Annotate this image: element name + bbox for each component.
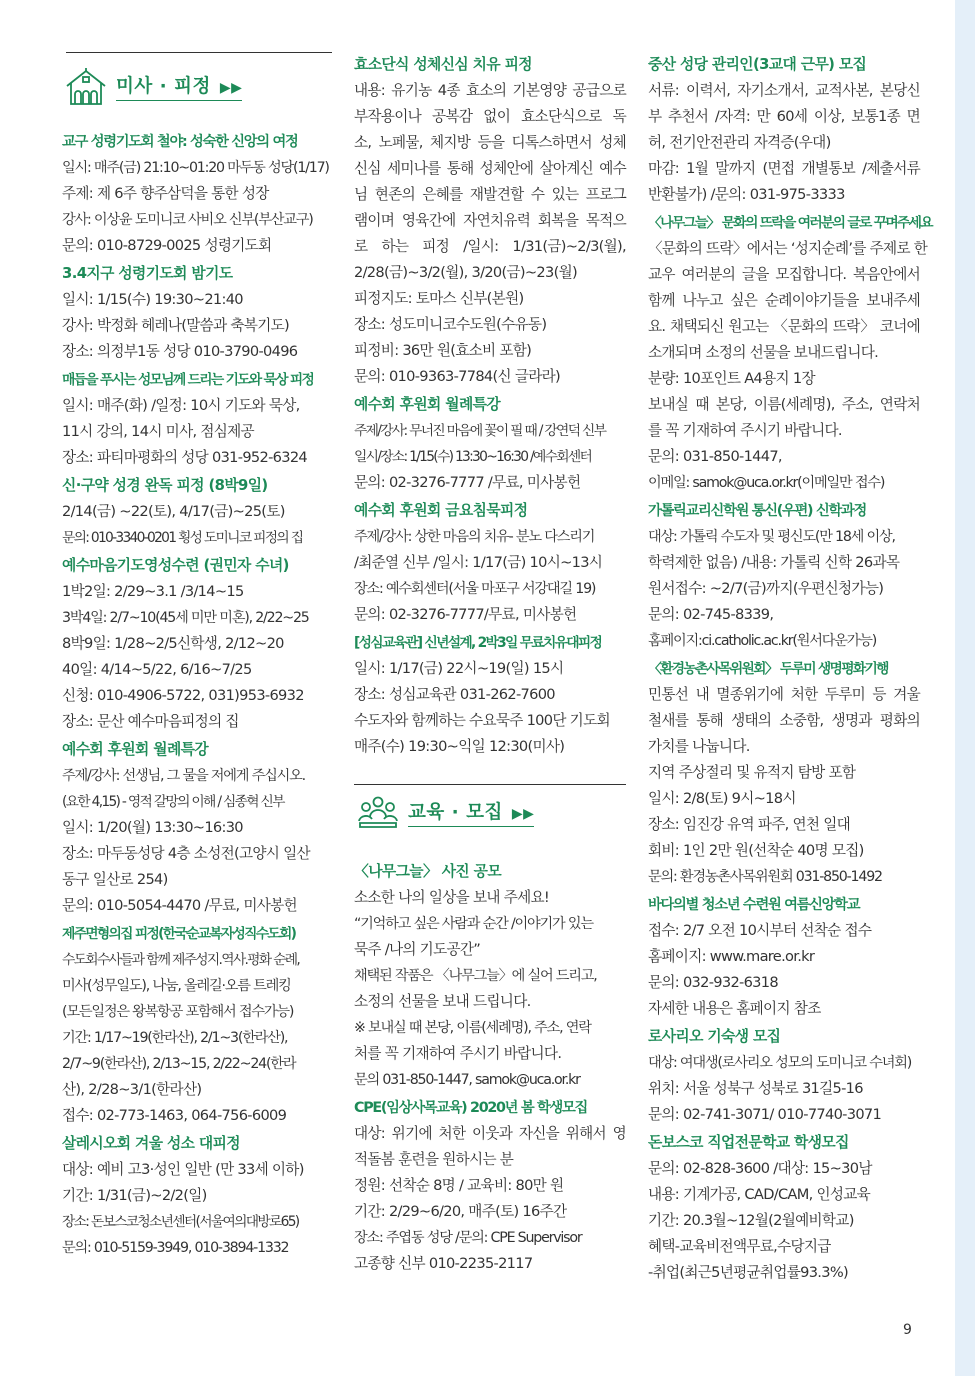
notice-line: 주제/강사: 상한 마음의 치유- 분노 다스리기 <box>354 529 595 545</box>
notice-block <box>354 1095 626 1277</box>
notice-line: 40일: 4/14~5/22, 6/16~7/25 <box>62 661 252 678</box>
notice-line: 문의: 02-3276-7777 /무료, 미사봉헌 <box>354 474 581 491</box>
notice-line: 접수: 02-773-1463, 064-756-6009 <box>62 1107 287 1124</box>
notice-line: 지역 주상절리 및 유적지 탐방 포함 <box>648 764 856 781</box>
notice-title: 예수회 후원회 금요침묵피정 <box>354 502 528 519</box>
notice-block <box>62 1131 332 1261</box>
notice-block <box>648 498 920 654</box>
notice-line: 1박2일: 2/29~3.1 /3/14~15 <box>62 583 244 600</box>
notice-line: 기간: 1/17~19(한라산), 2/1~3(한라산), <box>62 1030 288 1046</box>
notice-line: 장소: 문산 예수마음피정의 집 <box>62 713 239 730</box>
notice-line: 문의: 010-5159-3949, 010-3894-1332 <box>62 1240 289 1256</box>
notice-title: 돈보스코 직업전문학교 학생모집 <box>648 1134 849 1151</box>
notice-line: 홈페이지:ci.catholic.ac.kr(원서다운가능) <box>648 633 877 649</box>
notice-line: 피정지도: 토마스 신부(본원) <box>354 290 524 307</box>
notice-line: 문의: 환경농촌사목위원회 031-850-1492 <box>648 869 882 885</box>
notice-line: 문의: 010-9363-7784(신 글라라) <box>354 368 561 385</box>
notice-line: 내용: 기계가공, CAD/CAM, 인성교육 <box>648 1186 871 1203</box>
notice-line: 강사: 이상윤 도미니코 사비오 신부(부산교구) <box>62 212 313 228</box>
notice-line: 님 현존의 은혜를 재발견할 수 있는 프로그 <box>354 186 626 203</box>
notice-block <box>62 367 332 471</box>
notice-line: 홈페이지: www.mare.or.kr <box>648 948 815 965</box>
notice-line: 민통선 내 멸종위기에 처한 두루미 등 겨울 <box>648 686 920 703</box>
notice-line: 기간: 20.3월~12월(2월예비학교) <box>648 1212 854 1229</box>
notice-line: 대상: 여대생(로사리오 성모의 도미니코 수녀회) <box>648 1055 912 1071</box>
notice-line: 가치를 나눕니다. <box>648 738 750 755</box>
notice-line: 산), 2/28~3/1(한라산) <box>62 1081 202 1098</box>
notice-block <box>648 892 920 1022</box>
notice-block <box>62 921 332 1129</box>
notice-title: 3.4지구 성령기도회 밤기도 <box>62 265 233 282</box>
notice-line: 내용: 유기농 4종 효소의 기본영양 공급으로 <box>354 82 626 99</box>
notice-line: 정원: 선착순 8명 / 교육비: 80만 원 <box>354 1177 564 1194</box>
notice-line: 일시: 매주(화) /일정: 10시 기도와 묵상, <box>62 397 300 414</box>
notice-block <box>354 859 626 1093</box>
notice-line: 부 추천서 /자격: 만 60세 이상, 보통1종 면 <box>648 108 920 125</box>
notice-line: 서류: 이력서, 자기소개서, 교적사본, 본당신 <box>648 82 920 99</box>
notice-line: 장소: 마두동성당 4층 소성전(고양시 일산 <box>62 845 310 862</box>
notice-block <box>648 210 932 496</box>
notice-block <box>648 52 920 208</box>
notice-line: 문의: 02-741-3071/ 010-7740-3071 <box>648 1106 882 1123</box>
notice-block <box>354 52 626 390</box>
mass-section-header <box>62 53 332 107</box>
notice-block <box>354 392 626 496</box>
notice-title: 교구 성령기도회 철야: 성숙한 신앙의 여정 <box>62 134 298 150</box>
notice-line: 이메일: samok@uca.or.kr(이메일만 접수) <box>648 475 885 491</box>
notice-line: 소개되며 소정의 선물을 보내드립니다. <box>648 344 879 361</box>
notice-line: 장소: 파티마평화의 성당 031-952-6324 <box>62 449 307 466</box>
notice-line: “기억하고 싶은 사람과 순간 /이야기가 있는 <box>354 916 593 932</box>
notice-line: 일시: 2/8(토) 9시~18시 <box>648 790 796 807</box>
notice-line: 일시: 1/15(수) 19:30~21:40 <box>62 291 243 308</box>
notice-line: 문의: 010-8729-0025 성령기도회 <box>62 237 272 254</box>
notice-line: (모든일정은 왕복항공 포함해서 접수가능) <box>62 1004 294 1020</box>
column-1 <box>62 52 332 1263</box>
church-icon <box>64 67 108 107</box>
notice-block <box>354 630 626 760</box>
notice-line: 기간: 2/29~6/20, 매주(토) 16주간 <box>354 1203 567 1220</box>
notice-line: 문의 031-850-1447, samok@uca.or.kr <box>354 1072 580 1088</box>
notice-line: /최준열 신부 /일시: 1/17(금) 10시~13시 <box>354 554 603 571</box>
notice-line: 8박9일: 1/28~2/5신학생, 2/12~20 <box>62 635 284 652</box>
notice-block <box>62 553 332 735</box>
notice-line: 접수: 2/7 오전 10시부터 선착순 접수 <box>648 922 872 939</box>
notice-line: 대상: 예비 고3·성인 일반 (만 33세 이하) <box>62 1161 304 1178</box>
notice-line: 램이며 영육간에 자연치유력 회복을 목적으 <box>354 212 626 229</box>
notice-line: 2/7~9(한라산), 2/13~15, 2/22~24(한라 <box>62 1056 296 1072</box>
notice-line: 자세한 내용은 홈페이지 참조 <box>648 1000 821 1017</box>
notice-title: 〈환경농촌사목위원회〉 두루미 생명평화기행 <box>648 661 888 677</box>
page-edge-strip <box>955 0 975 1376</box>
notice-line: 처를 꼭 기재하여 주시기 바랍니다. <box>354 1045 562 1062</box>
notice-line: 강사: 박정화 헤레나(말씀과 축복기도) <box>62 317 289 334</box>
notice-line: 신청: 010-4906-5722, 031)953-6932 <box>62 687 304 704</box>
notice-line: 소정의 선물을 보내 드립니다. <box>354 993 531 1010</box>
notice-line: 주제/강사: 무너진 마음에 꽃이 필 때 / 강연덕 신부 <box>354 423 606 439</box>
notice-line: 신심 세미나를 통해 성체안에 살아계신 예수 <box>354 160 626 177</box>
notice-line: 분량: 10포인트 A4용지 1장 <box>648 370 815 387</box>
notice-line: 장소: 성심교육관 031-262-7600 <box>354 686 555 703</box>
notice-line: 부작용이나 공복감 없이 효소단식으로 독 <box>354 108 626 125</box>
column-2 <box>354 52 626 1279</box>
notice-title: 매듭을 푸시는 성모님께 드리는 기도와 묵상 피정 <box>62 372 314 388</box>
notice-line: 미사(성무일도), 나눔, 올레길·오름 트레킹 <box>62 978 291 994</box>
notice-line: 3박4일: 2/7~10(45세 미만 미혼), 2/22~25 <box>62 610 309 626</box>
notice-line: 동구 일산로 254) <box>62 871 168 888</box>
notice-title: 〈나무그늘〉 문화의 뜨락을 여러분의 글로 꾸며주세요 <box>648 215 932 231</box>
notice-line: 교우 여러분의 글을 모집합니다. 복음안에서 <box>648 266 920 283</box>
notice-title: 〈나무그늘〉 사진 공모 <box>354 863 502 880</box>
notice-line: 일시: 1/17(금) 22시~19(일) 15시 <box>354 660 564 677</box>
notice-block <box>354 498 626 628</box>
notice-line: 문의: 010-3340-0201 횡성 도미니코 피정의 집 <box>62 530 303 546</box>
notice-line: 일시: 1/20(월) 13:30~16:30 <box>62 819 243 836</box>
notice-line: 원서접수: ~2/7(금)까지(우편신청가능) <box>648 580 884 597</box>
notice-line: 고종향 신부 010-2235-2117 <box>354 1255 533 1272</box>
notice-title: 살레시오회 겨울 성소 대피정 <box>62 1135 240 1152</box>
notice-line: 문의: 02-745-8339, <box>648 606 774 623</box>
notice-line: 문의: 02-828-3600 /대상: 15~30남 <box>648 1160 872 1177</box>
notice-title: [성심교육관] 신년설계, 2박3일 무료치유대피정 <box>354 635 602 651</box>
notice-line: 2/28(금)~3/2(월), 3/20(금)~23(월) <box>354 264 577 281</box>
notice-title: 바다의별 청소년 수련원 여름신앙학교 <box>648 897 860 913</box>
notice-line: 일시: 매주(금) 21:10~01:20 마두동 성당(1/17) <box>62 160 329 176</box>
notice-title: 예수마음기도영성수련 (권민자 수녀) <box>62 557 289 574</box>
notice-block <box>62 737 332 919</box>
notice-line: 허, 전기안전관리 자격증(우대) <box>648 134 831 151</box>
notice-line: 11시 강의, 14시 미사, 점심제공 <box>62 423 254 440</box>
notice-title: 예수회 후원회 월례특강 <box>354 396 501 413</box>
notice-title: 가톨릭교리신학원 통신(우편) 신학과정 <box>648 503 866 519</box>
notice-line: 대상: 가톨릭 수도자 및 평신도(만 18세 이상, <box>648 529 895 545</box>
notice-line: 2/14(금) ~22(토), 4/17(금)~25(토) <box>62 503 285 520</box>
notice-line: -취업(최근5년평균취업률93.3%) <box>648 1264 848 1281</box>
notice-line: 학력제한 없음) /내용: 가톨릭 신학 26과목 <box>648 554 900 571</box>
notice-line: 묵주 /나의 기도공간” <box>354 941 481 958</box>
notice-line: 문의: 032-932-6318 <box>648 974 778 991</box>
notice-line: 반환불가) /문의: 031-975-3333 <box>648 186 845 203</box>
notice-line: 로 하는 피정 /일시: 1/31(금)~2/3(월), <box>354 238 626 255</box>
notice-line: 수도자와 함께하는 수요묵주 100단 기도회 <box>354 712 610 729</box>
notice-line: 소소한 나의 일상을 보내 주세요! <box>354 889 550 906</box>
notice-line: 수도회수사들과 함께 제주성지.역사.평화 순례, <box>62 952 300 968</box>
notice-title: CPE(임상사목교육) 2020년 봄 학생모집 <box>354 1100 588 1116</box>
notice-line: 주제: 제 6주 향주삼덕을 통한 성장 <box>62 185 269 202</box>
notice-block <box>62 473 332 551</box>
column-3 <box>648 52 932 1288</box>
group-people-icon <box>356 793 400 833</box>
edu-section-header <box>354 785 626 833</box>
notice-line: 마감: 1월 말까지 (면접 개별통보 /제출서류 <box>648 160 920 177</box>
notice-line: 문의: 010-5054-4470 /무료, 미사봉헌 <box>62 897 297 914</box>
notice-line: (요한 4,15) - 영적 갈망의 이해 / 심종혁 신부 <box>62 794 284 810</box>
notice-block <box>62 129 332 259</box>
notice-line: 매주(수) 19:30~익일 12:30(미사) <box>354 738 565 755</box>
notice-block <box>648 1024 920 1128</box>
notice-line: 함께 나누고 싶은 순례이야기들을 보내주세 <box>648 292 920 309</box>
notice-block <box>648 1130 920 1286</box>
notice-line: 문의: 02-3276-7777/무료, 미사봉헌 <box>354 606 577 623</box>
notice-line: 보내실 때 본당, 이름(세례명), 주소, 연락처 <box>648 396 920 413</box>
notice-line: 소, 노페물, 체지방 등을 디톡스하면서 성체 <box>354 134 626 151</box>
notice-title: 효소단식 성체신심 치유 피정 <box>354 56 532 73</box>
notice-line: 장소: 성도미니코수도원(수유동) <box>354 316 547 333</box>
notice-line: 장소: 돈보스코청소년센터(서울여의대방로65) <box>62 1214 299 1230</box>
notice-line: 피정비: 36만 원(효소비 포함) <box>354 342 532 359</box>
notice-title: 제주면형의집 피정(한국순교복자성직수도회) <box>62 926 296 942</box>
notice-line: 적돌봄 훈련을 원하시는 분 <box>354 1151 514 1168</box>
notice-line: 장소: 예수회센터(서울 마포구 서강대길 19) <box>354 581 596 597</box>
notice-line: 주제/강사: 선생님, 그 물을 저에게 주십시오. <box>62 768 305 784</box>
notice-line: 장소: 임진강 유역 파주, 연천 일대 <box>648 816 851 833</box>
edu-section-title: 교육 · 모집 ▶▶ <box>408 798 534 827</box>
notice-line: ※ 보내실 때 본당, 이름(세례명), 주소, 연락 <box>354 1020 591 1036</box>
notice-line: 를 꼭 기재하여 주시기 바랍니다. <box>648 422 842 439</box>
notice-block <box>648 656 920 890</box>
notice-line: 장소: 의정부1동 성당 010-3790-0496 <box>62 343 298 360</box>
notice-line: 채택된 작품은 〈나무그늘〉에 실어 드리고, <box>354 968 597 984</box>
notice-line: 혜택-교육비전액무료,수당지급 <box>648 1238 831 1255</box>
notice-block <box>62 261 332 365</box>
notice-line: 일시/장소: 1/15(수) 13:30~16:30 /예수회센터 <box>354 449 592 465</box>
notice-line: 위치: 서울 성북구 성북로 31길5-16 <box>648 1080 863 1097</box>
mass-section-title: 미사 · 피정 ▶▶ <box>116 72 242 101</box>
notice-line: 요. 채택되신 원고는 〈문화의 뜨락〉 코너에 <box>648 318 920 335</box>
notice-line: 철새를 통해 생태의 소중함, 생명과 평화의 <box>648 712 920 729</box>
notice-line: 장소: 주엽동 성당 /문의: CPE Supervisor <box>354 1230 582 1246</box>
notice-title: 신·구약 성경 완독 피정 (8박9일) <box>62 477 268 494</box>
notice-line: 〈문화의 뜨락〉에서는 ‘성지순례’를 주제로 한 <box>648 240 928 257</box>
notice-line: 회비: 1인 2만 원(선착순 40명 모집) <box>648 842 864 859</box>
notice-line: 대상: 위기에 처한 이웃과 자신을 위해서 영 <box>354 1125 626 1142</box>
notice-line: 문의: 031-850-1447, <box>648 448 782 465</box>
notice-title: 중산 성당 관리인(3교대 근무) 모집 <box>648 56 867 73</box>
notice-title: 예수회 후원회 월례특강 <box>62 741 209 758</box>
notice-title: 로사리오 기숙생 모집 <box>648 1028 781 1045</box>
notice-line: 기간: 1/31(금)~2/2(일) <box>62 1187 207 1204</box>
page-number: 9 <box>903 1322 912 1338</box>
